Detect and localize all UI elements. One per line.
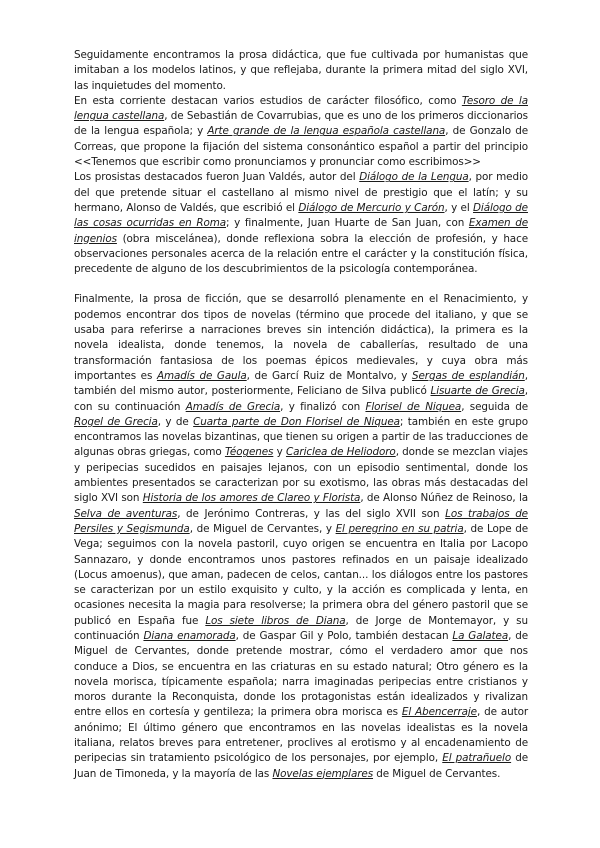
work-title-link[interactable]: Los trabajos de Persiles y Segismunda <box>74 507 528 535</box>
paragraph-text: , seguida de <box>461 400 529 413</box>
paragraph-text: , de Lope de Vega; seguimos con la novela pastoril, cuyo origen se encuentra en Italia por Lacopo Sannazaro, y donde encontramos unos pastores refinados en un paisaje idealizado (Locus amoenus), que aman, padecen de celos, cantan... los diálogos entre los pastores se caracterizan por un estilo exquisito y culto, y la acción es complicada y lenta, en ocasiones necesita la magia para resolverse; la primera obra del género pastoril que se publicó en España fue <box>74 522 528 627</box>
work-title-link[interactable]: Novelas ejemplares <box>272 767 374 780</box>
work-title-link[interactable]: Cariclea de Heliodoro <box>285 446 396 459</box>
work-title-link[interactable]: Téogenes <box>224 446 274 459</box>
work-title-link[interactable]: Diana enamorada <box>143 629 236 642</box>
paragraph-text: y <box>273 446 286 459</box>
work-title-link[interactable]: Amadís de Gaula <box>156 369 247 382</box>
work-title-link[interactable]: El Abencerraje <box>401 706 477 719</box>
work-title-link[interactable]: Florisel de Niquea <box>365 400 462 413</box>
work-title-link[interactable]: Historia de los amores de Clareo y Florista <box>142 492 361 505</box>
work-title-link[interactable]: El peregrino en su patria <box>335 522 464 535</box>
paragraph-text: , y el <box>444 201 474 214</box>
paragraph-text: ; también en este grupo encontramos las novelas bizantinas, que tienen su origen a partir de las traducciones de algunas obras griegas, como <box>74 415 528 459</box>
paragraph-text: Finalmente, la prosa de ficción, que se desarrolló plenamente en el Renacimiento, y podemos encontrar dos tipos de novelas (término que procede del italiano, y que se usaba para referirse a narraciones breves sin intención didáctica), la primera es la novela idealista, donde tenemos, la novela de caballerías, resultado de una transformación fantasiosa de los poemas épicos medievales, y cuya obra más importantes es <box>74 293 528 382</box>
work-title-link[interactable]: Examen de ingenios <box>74 217 529 245</box>
paragraph-text: , también del mismo autor, posteriormente, Feliciano de Silva publicó <box>74 369 528 398</box>
paragraph-text: Los prosistas destacados fueron Juan Valdés, autor del <box>74 171 360 184</box>
work-title-link[interactable]: Arte grande de la lengua española castellana <box>207 125 446 138</box>
paragraph-text: , de Miguel de Cervantes, donde pretende mostrar, cómo el verdadero amor que nos conduce a Dios, se encuentra en las criaturas en su estado natural; Otro género es la novela morisca, típicamente española; narra imaginadas peripecias entre cristianos y moros durante la Reconquista, donde los protagonistas están idealizados y rivalizan entre ellos en cortesía y gentileza; la primera obra morisca es <box>74 629 529 719</box>
paragraph-text: (obra miscelánea), donde reflexiona sobra la elección de profesión, y hace observaciones personales acerca de la relación entre el carácter y la constitución física, precedente de alguno de los descubrimientos de la psicología contemporánea. <box>74 232 528 276</box>
paragraph <box>74 292 528 782</box>
work-title-link[interactable]: Rogel de Grecia <box>74 415 158 428</box>
paragraph-text: , y de <box>157 415 194 428</box>
paragraph-text: de Miguel de Cervantes. <box>373 767 501 780</box>
paragraph-text: , por medio del que pretende situar el castellano al mismo nivel de prestigio que el latín; y su hermano, Alonso de Valdés, que escribió el <box>74 171 529 214</box>
paragraph-text: , donde se mezclan viajes y peripecias sucedidos en paisajes lejanos, con un episodio sentimental, donde los ambientes presentados se caracterizan por su exotismo, las obras más destacadas del siglo XVI son <box>74 446 528 505</box>
paragraph-text: ; y finalmente, Juan Huarte de San Juan, con <box>226 217 469 230</box>
work-title-link[interactable]: Diálogo de la Lengua <box>359 171 469 184</box>
paragraph-text: , de Garcí Ruiz de Montalvo, y <box>246 369 412 382</box>
paragraph-text: Seguidamente encontramos la prosa didáctica, que fue cultivada por humanistas que imitaban a los modelos latinos, y que reflejaba, durante la primera mitad del siglo XVI, las inquietudes del momento. <box>74 49 528 92</box>
paragraph <box>74 48 528 94</box>
paragraph-text: , y finalizó con <box>280 400 366 413</box>
paragraph-text: , de Miguel de Cervantes, y <box>189 522 336 535</box>
paragraph-text: , de Gonzalo de Correas, que propone la fijación del sistema consonántico español a partir del principio <<Tenemos que escribir como pronunciamos y pronunciar como escribimos>> <box>74 125 528 169</box>
work-title-link[interactable]: Diálogo de las cosas ocurridas en Roma <box>74 201 528 230</box>
work-title-link[interactable]: Lisuarte de Grecia <box>430 385 525 398</box>
paragraph-text: , de Alonso Núñez de Reinoso, la <box>360 492 528 505</box>
paragraph-text: , de Sebastián de Covarrubias, que es uno de los primeros diccionarios de la lengua española; y <box>74 110 528 138</box>
work-title-link[interactable]: Selva de aventuras <box>74 507 178 520</box>
paragraph <box>74 94 528 170</box>
paragraph-text: , con su continuación <box>74 385 528 413</box>
paragraph-text: En esta corriente destacan varios estudios de carácter filosófico, como <box>74 94 462 107</box>
work-title-link[interactable]: Diálogo de Mercurio y Carón <box>298 201 445 214</box>
paragraph-text: , de Gaspar Gil y Polo, también destacan <box>235 629 453 642</box>
paragraph-text: , de autor anónimo; El último género que encontramos en las novelas idealistas es la novela italiana, relatos breves para entretener, proclives al erotismo y al encadenamiento de peripecias sin tratamiento psicológico de los personajes, por ejemplo, <box>74 706 528 765</box>
work-title-link[interactable]: Amadís de Grecia <box>185 400 281 413</box>
paragraph <box>74 170 528 277</box>
work-title-link[interactable]: Tesoro de la lengua castellana <box>74 94 528 123</box>
work-title-link[interactable]: Los siete libros de Diana <box>205 614 346 627</box>
work-title-link[interactable]: El patrañuelo <box>442 752 512 765</box>
paragraph-text: , de Jorge de Montemayor, y su continuación <box>74 614 528 642</box>
document-page <box>74 48 528 782</box>
paragraph-text: , de Jerónimo Contreras, y las del siglo XVII son <box>177 507 446 520</box>
work-title-link[interactable]: Sergas de esplandián <box>411 369 525 382</box>
work-title-link[interactable]: Cuarta parte de Don Florisel de Niquea <box>193 415 400 428</box>
work-title-link[interactable]: La Galatea <box>452 629 509 642</box>
paragraph-text: de Juan de Timoneda, y la mayoría de las <box>74 752 528 780</box>
